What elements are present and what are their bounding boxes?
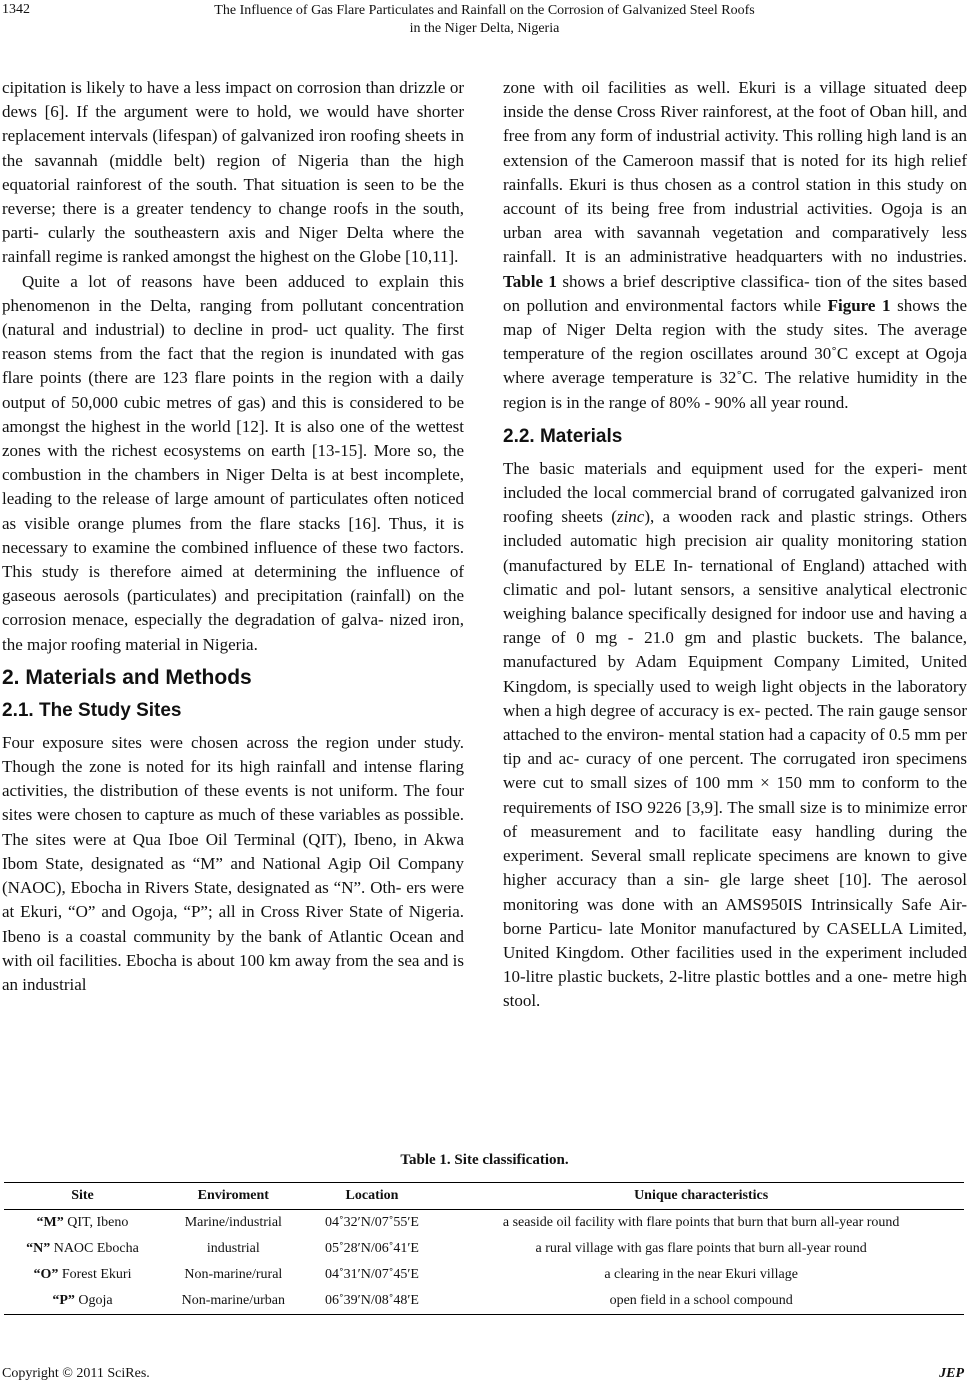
site-code: “N” (26, 1241, 51, 1256)
header-location: Location (306, 1183, 439, 1210)
header-environment: Enviroment (161, 1183, 306, 1210)
table-row (4, 1210, 964, 1237)
text-run-italic: zinc (616, 507, 645, 527)
site-table-container (4, 1182, 964, 1315)
site-name: Forest Ekuri (61, 1267, 132, 1282)
page-header (0, 2, 969, 42)
site-name: NAOC Ebocha (53, 1241, 139, 1256)
paragraph: cipitation is likely to have a less impact on corrosion than drizzle or dews [6]. If the argument were to hold, we would have shorter replacement intervals (lifespan) of galvanized iron roofing sheets in the savannah (middle belt) region of Nigeria than the high equatorial rainforest of the south. That situation is seen to be the reverse; there is a greater tendency to change roofs in the south, parti- cularly the southeastern axis and Niger Delta where the rainfall regime is ranked amongst the highest on the Globe [10,11]. (2, 78, 464, 267)
text-run: ), a wooden rack and plastic strings. Others included automatic high precision air quality monitoring station (manufactured by ELE In- ternational of England) attached with climatic and pol- lutant sensors, a sensitive analytical electronic weighing balance specifically designed for indoor use and having a range of 0 mg - 21.0 gm and plastic buckets. The balance, manufactured by Adam Equipment Company Limited, United Kingdom, is specially used to weigh light objects in the laboratory when a high degree of accuracy is ex- pected. The rain gauge sensor attached to the environ- mental station had a capacity of 0.5 mm per tip and ac- curacy of one percent. The corrugated iron specimens were cut to small sizes of 100 mm × 150 mm to conform to the requirements of ISO 9226 [3,9]. The small size is to minimize error of measurement and to facilitate easy handling during the experiment. Several small replicate specimens are known to give higher accuracy than a sin- gle large sheet [10]. The aerosol monitoring was done with an AMS950IS Intrinsically Safe Air-borne Particu- late Monitor manufactured by CASELLA Limited, United Kingdom. Other facilities used in the experiment included 10-litre plastic buckets, 2-litre plastic bottles and a one- metre high stool. (503, 507, 967, 1011)
text-run: shows a brief descriptive classifica- tion of the sites based on pollution and environmental factors while (503, 271, 968, 315)
cell-environment: Non-marine/urban (161, 1288, 306, 1315)
subsection-heading: 2.1. The Study Sites (2, 699, 182, 721)
site-name: QIT, Ibeno (67, 1215, 129, 1230)
cell-site (4, 1288, 161, 1315)
cell-environment: Marine/industrial (184, 1215, 282, 1230)
cell-characteristics: a rural village with gas flare points that burn all-year round (535, 1241, 867, 1256)
site-code: “M” (36, 1215, 64, 1230)
page-footer (2, 1366, 964, 1382)
table-row (4, 1262, 964, 1288)
site-name: Ogoja (78, 1293, 113, 1308)
text-run: shows the map of Niger Delta region with the study sites. The average temperature of the region oscillates around 30˚C except at Ogoja where average temperature is 32˚C. The relative humidity in the region is in the range of 80% - 90% all year round. (503, 295, 967, 412)
cell-site (4, 1210, 161, 1237)
section-heading: 2. Materials and Methods (2, 665, 252, 689)
page-number: 1342 (2, 2, 30, 17)
table-reference-link[interactable]: Table 1 (503, 271, 557, 291)
cell-location: 06˚39′N/08˚48′E (306, 1288, 439, 1315)
table-row (4, 1236, 964, 1262)
left-column (2, 76, 464, 997)
right-column (503, 76, 967, 1014)
paragraph: Four exposure sites were chosen across the region under study. Though the zone is noted for its high rainfall and intense flaring activities, the distribution of these events is not uniform. The four sites were chosen to capture as much of these variables as possible. The sites were at Qua Iboe Oil Terminal (QIT), Ibeno, in Akwa Ibom State, designated as “M” and National Agip Oil Company (NAOC), Ebocha in Rivers State, designated as “N”. Oth- ers were at Ekuri, “O” and Ogoja, “P”; all in Cross River State of Nigeria. Ibeno is a coastal community by the bank of Atlantic Ocean and with oil facilities. Ebocha is about 100 km away from the sea and is an industrial (2, 732, 464, 994)
paragraph (503, 76, 967, 415)
paragraph: Quite a lot of reasons have been adduced to explain this phenomenon in the Delta, ranging from pollutant concentration (natural and industrial) to decline in prod- uct quality. The first reason stems from the fact that the region is inundated with gas flare points (there are 123 flare points in the region with a daily output of 50,000 cubic metres of gas) and this is considered to be amongst the highest in the world [12]. It is also one of the wettest zones with the richest ecosystems on earth [13-15]. More so, the combustion in the chambers in Niger Delta is at best incomplete, leading to the release of large amount of particulates often noticed as visible orange plumes from the flare stacks [16]. Thus, it is necessary to examine the combined influence of these two factors. This study is therefore aimed at determining the influence of gaseous aerosols (particulates) and precipitation (rainfall) on the corrosion menace, especially the degradation of galva- nized iron, the major roofing material in Nigeria. (2, 271, 464, 654)
figure-reference-link[interactable]: Figure 1 (827, 295, 891, 315)
paragraph (503, 457, 967, 1014)
cell-location: 04˚31′N/07˚45′E (324, 1267, 419, 1282)
running-title-line2: in the Niger Delta, Nigeria (409, 21, 560, 36)
cell-location: 04˚32′N/07˚55′E (324, 1215, 419, 1230)
cell-characteristics: a seaside oil facility with flare points that burn that burn all-year round (502, 1215, 900, 1230)
copyright-notice: Copyright © 2011 SciRes. (2, 1366, 150, 1381)
table-caption: Table 1. Site classification. (400, 1152, 569, 1168)
running-title-line1: The Influence of Gas Flare Particulates and Rainfall on the Corrosion of Galvanized Steel Roofs (214, 3, 755, 18)
cell-location: 05˚28′N/06˚41′E (324, 1241, 419, 1256)
cell-characteristics: a clearing in the near Ekuri village (604, 1267, 798, 1282)
cell-environment: industrial (206, 1241, 260, 1256)
site-classification-table (4, 1182, 964, 1315)
header-characteristics: Unique characteristics (438, 1183, 964, 1210)
text-run: The basic materials and equipment used for the experi- ment included the local commercial brand of corrugated galvanized iron roofing sheets ( (503, 458, 967, 527)
site-code: “O” (33, 1267, 59, 1282)
cell-site (4, 1236, 161, 1262)
table-header-row (4, 1183, 964, 1210)
table-row (4, 1288, 964, 1315)
subsection-heading: 2.2. Materials (503, 425, 623, 447)
cell-characteristics: open field in a school compound (438, 1288, 964, 1315)
text-run: zone with oil facilities as well. Ekuri is a village situated deep inside the dense Cross River rainforest, at the foot of Oban hill, and free from any form of industrial activity. This rolling high land is an extension of the Cameroon massif that is noted for its high relief rainfalls. Ekuri is thus chosen as a control station in this study on account of its being free from industrial activities. Ogoja is an urban area with savannah vegetation and comparatively less rainfall. It is an administrative headquarters with no industries. (503, 78, 967, 267)
cell-environment: Non-marine/rural (184, 1267, 283, 1282)
journal-abbreviation: JEP (939, 1366, 964, 1381)
cell-site (4, 1262, 161, 1288)
site-code: “P” (52, 1293, 75, 1308)
running-title (0, 2, 969, 38)
header-site: Site (4, 1183, 161, 1210)
